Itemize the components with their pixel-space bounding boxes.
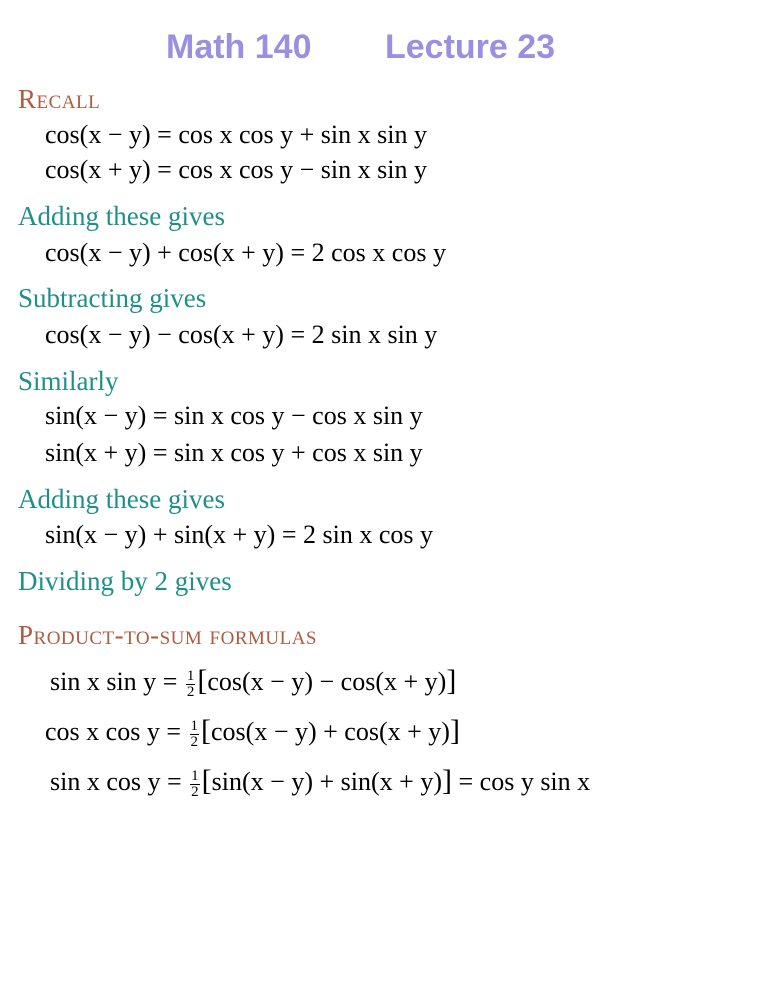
equation-lhs: sin(x − y) + sin(x + y) (45, 520, 276, 549)
equation-rhs: sin x cos y + cos x sin y (174, 438, 423, 467)
formula-lhs: cos x cos y (45, 717, 160, 746)
formula-lhs: sin x cos y (50, 767, 161, 796)
formula-rhs: cos(x − y) − cos(x + y) (207, 667, 447, 696)
formula-sin-sin: sin x sin y = $\frac{1}{2}$ [cos(x − y) − cos(x + y)] (50, 664, 457, 700)
equation-lhs: cos(x + y) (45, 155, 151, 184)
lecture-title: Lecture 23 (385, 28, 556, 66)
equation-lhs: sin(x − y) (45, 401, 147, 430)
adding-label-2: Adding these gives (18, 484, 225, 514)
equation-rhs: cos x cos y − sin x sin y (178, 155, 427, 184)
recall-equation-1: cos(x − y) = cos x cos y + sin x sin y (45, 120, 427, 149)
adding-equation-1: cos(x − y) + cos(x + y) = 2 cos x cos y (45, 238, 446, 267)
one-half-fraction: $\frac{1}{2}$ (186, 667, 195, 700)
dividing-label: Dividing by 2 gives (18, 566, 232, 596)
equation-lhs: cos(x − y) (45, 120, 151, 149)
equation-lhs: sin(x + y) (45, 438, 147, 467)
equation-rhs: 2 sin x cos y (302, 520, 433, 549)
similarly-equation-2: sin(x + y) = sin x cos y + cos x sin y (45, 438, 423, 467)
equation-rhs: 2 cos x cos y (311, 238, 446, 267)
similarly-equation-1: sin(x − y) = sin x cos y − cos x sin y (45, 401, 423, 430)
equation-rhs: sin x cos y − cos x sin y (174, 401, 423, 430)
product-to-sum-heading: Product-to-sum formulas (18, 620, 317, 650)
recall-heading: Recall (18, 84, 101, 114)
adding-equation-2: sin(x − y) + sin(x + y) = 2 sin x cos y (45, 520, 433, 549)
subtracting-label: Subtracting gives (18, 283, 207, 313)
formula-sin-cos: sin x cos y = $\frac{1}{2}$ [sin(x − y) + sin(x + y)] = cos y sin x (50, 764, 591, 800)
formula-extra: cos y sin x (479, 767, 591, 796)
equation-lhs: cos(x − y) − cos(x + y) (45, 320, 284, 349)
equation-rhs: 2 sin x sin y (311, 320, 438, 349)
subtracting-equation: cos(x − y) − cos(x + y) = 2 sin x sin y (45, 320, 438, 349)
equation-lhs: cos(x − y) + cos(x + y) (45, 238, 284, 267)
formula-rhs: sin(x − y) + sin(x + y) (211, 767, 442, 796)
one-half-fraction: $\frac{1}{2}$ (190, 717, 198, 750)
formula-cos-cos: cos x cos y = $\frac{1}{2}$ [cos(x − y) + cos(x + y)] (45, 714, 460, 750)
formula-lhs: sin x sin y (50, 667, 157, 696)
formula-rhs: cos(x − y) + cos(x + y) (211, 717, 450, 746)
course-title: Math 140 (166, 28, 312, 66)
similarly-label: Similarly (18, 366, 119, 396)
one-half-fraction: $\frac{1}{2}$ (191, 767, 199, 800)
adding-label-1: Adding these gives (18, 201, 225, 231)
equation-rhs: cos x cos y + sin x sin y (178, 120, 427, 149)
recall-equation-2: cos(x + y) = cos x cos y − sin x sin y (45, 155, 427, 184)
